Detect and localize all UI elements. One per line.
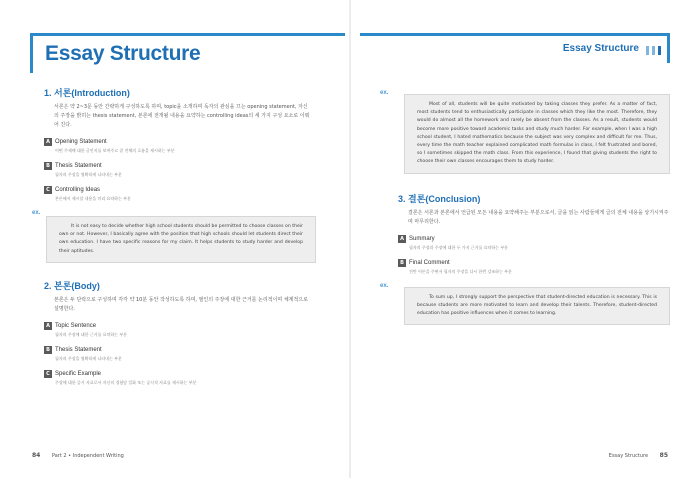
example-text: It is not easy to decide whether high school students should be permitted to choose classes on their own or not. However, I basically agree with the position that high schools should let students direct their own education. I have two specific reasons for my claim. It helps students to study harder and develop their aptitudes. xyxy=(59,224,303,254)
header-bars-icon xyxy=(646,46,661,55)
right-column xyxy=(380,90,670,325)
page-number: 84 xyxy=(32,452,41,459)
item-badge: C xyxy=(44,186,52,194)
item-title: Summary xyxy=(409,235,435,242)
section-description-conclusion: 결론은 서론과 본론에서 언급된 모든 내용을 요약해주는 부분으로서, 글을 읽는 사람들에게 글의 전체 내용을 상기시켜주며 마무리한다. xyxy=(408,209,669,225)
running-header-title: Essay Structure xyxy=(562,43,639,54)
page-number: 85 xyxy=(659,452,668,459)
section-description-body: 본론은 두 단락으로 구성하며 각각 약 10분 동안 작성하도록 하며, 필인의 주장에 대한 근거를 논리적이며 체계적으로 설명한다. xyxy=(54,296,308,312)
page-gutter xyxy=(349,0,351,478)
item-description: 필자의 주장을 명확하게 나타내는 부분 xyxy=(55,172,122,177)
section-description-introduction: 서론은 약 2~3문 동안 간략하게 구성하도록 하며, topic을 소개하며 독자의 관심을 끄는 opening statement, 자신의 주장을 밝히는 thesis statement, 본론에 전개될 내용을 요약하는 controlling ideas의 세 가지 구성 요소로 이뤄어 진다. xyxy=(54,104,310,128)
item-title: Specific Example xyxy=(55,370,102,377)
list-item xyxy=(388,259,670,275)
example-label: ex. xyxy=(380,90,389,96)
list-item xyxy=(32,346,332,362)
page-title-frame xyxy=(30,33,345,73)
item-description: 어떤 주제에 대한 글인지를 보여주고 잘 전체의 흐름을 제시하는 부분 xyxy=(55,148,175,153)
footer-right xyxy=(609,452,668,459)
list-item xyxy=(32,370,332,386)
item-description: 필자의 주장과 주장에 대한 두 가지 근거를 요약하는 부분 xyxy=(409,244,509,250)
example-box-conclusion xyxy=(404,287,670,326)
section-heading-introduction: 1. 서론(Introduction) xyxy=(44,88,130,98)
item-badge: A xyxy=(398,235,406,243)
page-title: Essay Structure xyxy=(45,42,201,65)
footer-left xyxy=(32,452,124,459)
left-column xyxy=(32,86,332,394)
item-badge: A xyxy=(44,138,52,146)
item-badge: C xyxy=(44,370,52,378)
item-badge: B xyxy=(398,259,406,267)
example-label: ex. xyxy=(32,210,41,216)
example-box-introduction xyxy=(46,216,316,263)
right-header-frame xyxy=(360,33,670,63)
section-heading-conclusion: 3. 결론(Conclusion) xyxy=(398,193,481,204)
list-item xyxy=(32,162,332,178)
list-item xyxy=(32,322,332,338)
item-title: Final Comment xyxy=(409,259,450,266)
footer-text: Part 2 • Independent Writing xyxy=(51,453,124,459)
list-item xyxy=(32,138,332,154)
section-heading-body: 2. 본론(Body) xyxy=(44,280,100,291)
example-box-body xyxy=(404,94,670,174)
list-item xyxy=(388,235,670,251)
item-description: 필자의 주장에 대한 근거를 요약하는 부분 xyxy=(55,331,128,337)
list-item xyxy=(32,186,332,202)
item-badge: A xyxy=(44,322,52,330)
item-title: Controlling Ideas xyxy=(55,187,101,193)
item-description: 전반 어론을 주면서 필자의 주장을 다시 한번 강조하는 부분 xyxy=(409,268,512,274)
example-text: Most of all, students will be quite motivated by taking classes they prefer. As a matter of fact, most students tend to enthusiastically participate in classes which they like the most. Therefore, they would do almost all the homework and rarely be absent from the classes. As a result, students would become more positive toward academic tasks and study much harder. For example, when I was a high school student, I hated mathematics because the subject was very complex and difficult for me. Thus, every time the math teacher explained complicated math formulas in class, I felt frustrated and bored, so I sometimes skipped the math class. From this experience, I found that giving students the right to choose their own classes encourages them to study harder. xyxy=(417,102,657,165)
item-badge: B xyxy=(44,162,52,170)
item-title: Topic Sentence xyxy=(55,322,97,329)
example-label: ex. xyxy=(380,282,389,289)
example-text: To sum up, I strongly support the perspective that student-directed education is necessary. This is because students are more motivated to learn and develop their talents. Therefore, student-directed education has positive influences when it comes to learning. xyxy=(417,294,657,317)
item-description: 주장에 대한 증거 자료로서 자신의 경험담 일화 또는 공식적 자료를 제시하는 부분 xyxy=(55,379,197,385)
item-description: 필자의 주장을 명확하게 나타내는 부분 xyxy=(55,355,122,361)
item-title: Thesis Statement xyxy=(55,346,102,353)
item-title: Thesis Statement xyxy=(55,163,102,169)
item-badge: B xyxy=(44,346,52,354)
footer-text: Essay Structure xyxy=(608,453,649,459)
item-description: 본론에서 제시할 내용을 미리 요약하는 부분 xyxy=(55,196,131,201)
item-title: Opening Statement xyxy=(55,139,107,145)
